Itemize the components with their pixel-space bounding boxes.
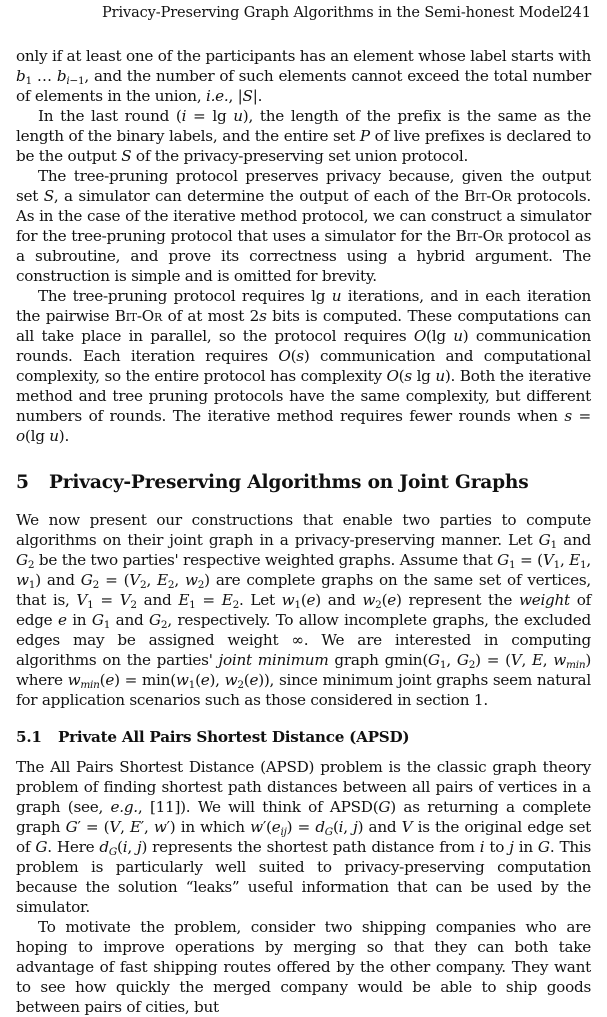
subsection-title: Private All Pairs Shortest Distance (APSD) [58,728,410,746]
section-title: Privacy-Preserving Algorithms on Joint Graphs [49,472,529,493]
subsection-number: 5.1 [16,728,42,746]
paragraph-apsd-definition: The All Pairs Shortest Distance (APSD) problem is the classic graph theory problem of finding shortest path distances between all pairs of vertices in a graph (see, e.g., [11]). We will think of APSD(G) as returning a complete graph G′ = (V, E′, w′) in which $w'(e_{ij}) = d_G(i$, j) and V is the original edge set of G. Here $d_G(i$, j) represents the shortest path distance from i to j in G. This problem is particularly well suited to privacy-preserving computation because the solution “leaks” useful information that can be used by the simulator. [16,758,592,916]
section-number: 5 [16,472,29,493]
page-body [16,46,591,1017]
page-number: 241 [563,5,591,21]
paragraph-joint-graphs: We now present our constructions that enable two parties to compute algorithms on their joint graph in a privacy-preserving manner. Let $G_1$ and $G_2$ be the two parties' respective weighted graphs. Assume that $G_1 = (V_1$, $E_1$, $w_1$) and $G_2 = (V_2$, $E_2$, $w_2$) are complete graphs on the same set of vertices, that is, $V_1 = V_2$ and $E_1 = E_2$. Let $w_1(e)$ and $w_2(e)$ represent the weight of edge e in $G_1$ and $G_2$, respectively. To allow incomplete graphs, the excluded edges may be assigned weight ∞. We are interested in computing algorithms on the parties' joint minimum graph $gmin(G_1$, $G_2) = (V$, E, $w_{min}$) where $w_{min}(e) = \min(w_1(e)$, $w_2(e)$), since minimum joint graphs seem natural for application scenarios such as those considered in section 1. [16,511,592,709]
paragraph-shipping-motivation: To motivate the problem, consider two shipping companies who are hoping to improve operations by merging so that they can both take advantage of fast shipping routes offered by the other company. They want to see how quickly the merged company would be able to ship goods between pairs of cities, but [16,918,591,1016]
running-header [100,5,591,25]
subsection-heading [16,727,591,747]
paragraph-last-round: In the last round (i = lg u), the length of the prefix is the same as the length of the binary labels, and the entire set P of live prefixes is declared to be the output S of the privacy-preserving set union protocol. [16,107,591,165]
running-title: Privacy-Preserving Graph Algorithms in the Semi-honest Model [102,5,565,21]
paragraph-union-bound: only if at least one of the participants has an element whose label starts with $b_1$ … $b_{i-1}$, and the number of such elements cannot exceed the total number of elements in the union, i.e., |S|. [16,47,591,105]
paragraph-tree-pruning-complexity: The tree-pruning protocol requires lg u iterations, and in each iteration the pairwise Bit-Or of at most 2s bits is computed. These computations can all take place in parallel, so the protocol requires O(lg u) communication rounds. Each iteration requires O(s) communication and computational complexity, so the entire protocol has complexity O(s lg u). Both the iterative method and tree pruning protocols have the same complexity, but different numbers of rounds. The iterative method requires fewer rounds when s = o(lg u). [16,287,591,445]
section-heading [16,471,591,495]
paragraph-tree-pruning-privacy: The tree-pruning protocol preserves privacy because, given the output set S, a simulator can determine the output of each of the Bit-Or protocols. As in the case of the iterative method protocol, we can construct a simulator for the tree-pruning protocol that uses a simulator for the Bit-Or protocol as a subroutine, and prove its correctness using a hybrid argument. The construction is simple and is omitted for brevity. [16,167,591,285]
